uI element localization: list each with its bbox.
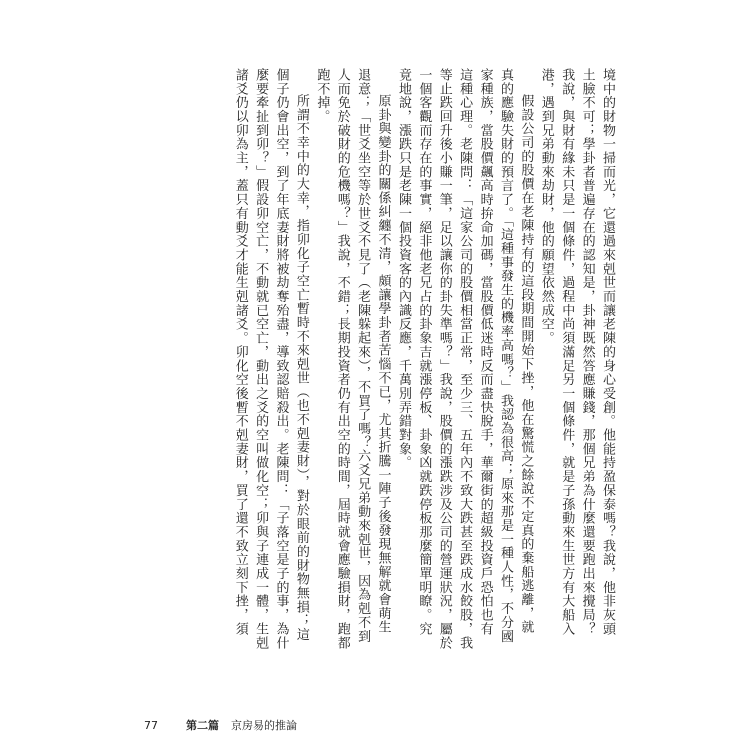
page-number: 77 [144, 719, 158, 732]
text-line: 跑不掉。 [314, 68, 330, 124]
part-label: 第二篇 [186, 719, 219, 732]
text-line: 港，遇到兄弟動來劫財，他的願望依然成空。 [538, 68, 554, 345]
text-line: 退意；「世爻坐空等於世爻不見了（老陳躲起來），不買了嗎？六爻兄弟動來剋世，因為剋不到 [355, 68, 371, 644]
text-line: 竟地說，漲跌只是老陳一個投資客的內識反應，千萬別弄錯對象。 [395, 68, 411, 470]
text-line: 假設公司的股價在老陳持有的這段期間開始下挫，他在驚慌之餘說不定真的棄船逃離，就 [518, 94, 534, 635]
text-line: 人而免於破財的危機嗎？」我說，不錯；長期投資者仍有出空的時間，屆時就會應驗損財，跑都 [334, 68, 350, 650]
text-line: 一個客觀而存在的事實，絕非他老兄占的卦象吉就漲停板、卦象凶就跌停板那麼簡單明瞭。究 [416, 68, 432, 636]
text-line: 真的應驗失財的預言了。「這種事發生的機率高嗎？」我認為很高；原來那是一種人性，不分國 [497, 68, 513, 644]
text-line: 家種族，當股價飆高時拚命加碼，當股價低迷時反而盡快脫手，華爾街的超級投資戶恐怕也有 [477, 68, 493, 636]
text-line: 麼要牽扯到卯？」假設卯空亡，不動就已空亡，動出之爻的空叫做化空；卯與子連成一體，生剋 [253, 68, 269, 650]
vertical-text-body [207, 68, 617, 698]
text-line: 土臉不可；學卦者普遍存在的認知是，卦神既然答應賺錢，那個兄弟為什麼還要跑出來攪局？ [579, 68, 595, 636]
text-line: 個子仍會出空，到了年底妻財將被劫奪殆盡，導致認賠殺出。老陳問：「子落空是子的事，為什 [273, 68, 289, 650]
text-line: 原卦與變卦的關係糾纏不清，頗讓學卦者苦惱不已，尤其折騰一陣子後發現無解就會萌生 [375, 94, 391, 635]
page-footer [144, 717, 297, 733]
text-line: 諸爻仍以卯為主，蓋只有動爻才能生剋諸爻。卯化空後暫不剋妻財，買了還不致立刻下挫，須 [232, 68, 248, 636]
text-line: 我說，與財有緣未只是一個條件，過程中尚須滿足另一個條件，就是子孫動來生世方有大船入 [559, 68, 575, 636]
text-line: 這種心理。老陳問：「這家公司的股價相當正常，至少三、五年內不致大跌甚至跌成水餃股，我 [457, 68, 473, 650]
text-line: 所謂不幸中的大幸，指卯化子空亡暫時不來剋世（也不剋妻財），對於眼前的財物無損；這 [293, 94, 309, 642]
chapter-title: 京房易的推論 [231, 719, 297, 732]
text-line: 境中的財物一掃而光，它還過來剋世而讓老陳的身心受創。他能持盈保泰嗎？我說，他非灰頭 [600, 68, 615, 636]
text-line: 等止跌回升後小賺一筆，足以讓你的卦失準嗎？」我說，股價的漲跌涉及公司的營運狀況，屬於 [436, 68, 452, 650]
